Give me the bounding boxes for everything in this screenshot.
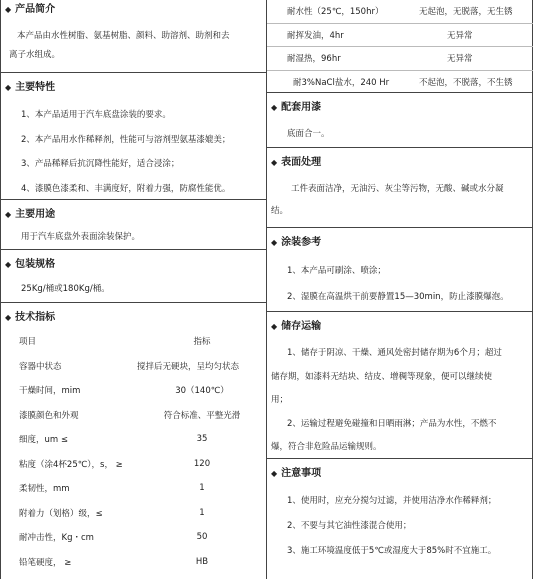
diamond-bullet-icon: ◆ [5,5,12,14]
list-item: 3、施工环境温度低于5℃或湿度大于85%时不宜施工。 [287,546,497,556]
table-row [1,452,266,477]
storage-line: 爆，符合非危险品运输规则。 [271,442,382,452]
spec-value: 120 [193,458,211,469]
spec-item: 附着力（划格）级，≤ [19,508,103,519]
list-item: 2、湿膜在高温烘干前要静置15—30min，防止漆膜爆泡。 [287,292,509,302]
surface-section [267,148,533,228]
table-row [1,378,266,403]
spec-item: 耐3%NaCl盐水，240 Hr [293,77,390,88]
table-row [1,403,266,428]
spec-item: 耐冲击性，Kg・cm [19,533,94,544]
usage-title: 主要用途 [15,209,56,220]
section-heading [267,148,533,170]
spec-value: 30（140℃） [175,386,229,397]
left-column [1,0,267,579]
table-row [267,24,533,48]
diamond-bullet-icon: ◆ [271,103,278,112]
notes-list [267,481,533,564]
surface-text [267,170,533,222]
diamond-bullet-icon: ◆ [271,322,278,331]
supporting-title: 配套用漆 [281,102,322,113]
application-title: 涂装参考 [281,237,322,248]
section-heading [1,73,266,95]
spec-item: 粘度（涂4杯25℃），s， ≥ [19,459,123,470]
spec-value: 1 [199,483,205,494]
section-heading [267,459,533,481]
table-row [1,476,266,501]
spec-item: 耐湿热，96hr [287,54,341,65]
list-item: 1、本产品可刷涂、喷涂； [287,266,386,276]
table-row [1,354,266,379]
application-list [267,250,533,310]
spec-value: 不起泡，不脱落，不生锈 [419,77,513,88]
spec-value: 50 [196,532,208,543]
table-row [267,0,533,24]
spec-item: 柔韧性，mm [19,484,70,495]
storage-line: 1、储存于阴凉、干燥、通风处密封储存期为6个月；超过 [287,348,502,358]
notes-title: 注意事项 [281,468,322,479]
specs-section [1,303,266,579]
intro-title: 产品简介 [15,4,56,15]
intro-section [1,0,266,73]
section-heading [267,228,533,250]
application-section [267,228,533,312]
table-row [267,71,533,94]
spec-value: 无起泡，无脱落，无生锈 [419,7,513,18]
specs-table [1,325,266,574]
intro-line: 离子水组成。 [9,50,61,60]
section-heading [1,200,266,222]
spec-value: 35 [196,434,208,445]
intro-text [1,17,266,65]
notes-section [267,459,533,579]
supporting-section [267,93,533,148]
spec-value: HB [195,556,209,567]
section-heading [267,93,533,115]
section-heading [1,0,266,17]
storage-line: 储存期，如漆料无结块、结皮、增稠等现象，便可以继续使 [271,371,493,382]
features-list [1,95,266,201]
section-heading [1,303,266,325]
diamond-bullet-icon: ◆ [271,238,278,247]
resistance-table [267,0,533,93]
diamond-bullet-icon: ◆ [5,210,12,219]
storage-line: 2、运输过程避免碰撞和日晒雨淋；产品为水性，不燃不 [287,418,497,429]
table-row [1,550,266,575]
table-row [1,525,266,550]
spec-value: 无异常 [447,54,473,65]
specs-title: 技术指标 [15,312,56,323]
diamond-bullet-icon: ◆ [5,313,12,322]
diamond-bullet-icon: ◆ [271,158,278,167]
spec-item: 漆膜颜色和外观 [19,410,79,421]
diamond-bullet-icon: ◆ [5,83,12,92]
storage-title: 储存运输 [281,321,322,332]
list-item: 4、漆膜色漆柔和、丰满度好，附着力强，防腐性能优。 [21,183,231,194]
packaging-text: 25Kg/桶或180Kg/桶。 [21,284,110,294]
spec-value: 无异常 [447,30,473,41]
column-header: 指标 [193,337,211,348]
list-item: 2、不要与其它油性漆混合使用； [287,521,412,531]
spec-item: 容器中状态 [19,361,62,372]
usage-section [1,200,266,250]
surface-line: 工件表面洁净，无油污、灰尘等污物，无酸、碱或水分凝 [291,184,504,194]
list-item: 1、本产品适用于汽车底盘涂装的要求。 [21,110,171,120]
surface-line: 结。 [271,206,289,216]
packaging-section [1,250,266,303]
storage-text [267,334,533,460]
supporting-text: 底面合一。 [287,129,330,139]
section-heading [267,312,533,334]
right-column [267,0,533,579]
spec-item: 干燥时间，mim [19,386,81,397]
storage-section [267,312,533,459]
table-row [1,501,266,526]
spec-item: 耐水性（25℃，150hr） [287,7,384,18]
usage-text: 用于汽车底盘外表面涂装保护。 [21,232,141,242]
column-header: 项目 [19,337,37,348]
spec-value: 1 [199,507,205,518]
spec-item: 铅笔硬度， ≥ [19,557,72,568]
table-header [1,329,266,354]
list-item: 3、产品稀释后抗沉降性能好，适合浸涂； [21,159,180,169]
spec-item: 细度，um ≤ [19,435,68,446]
list-item: 1、使用时，应充分搅匀过滤，并使用洁净水作稀释剂； [287,496,497,506]
table-row [1,427,266,452]
section-heading [1,250,266,272]
spec-value: 符合标准、平整光滑 [163,410,241,421]
features-title: 主要特性 [15,82,56,93]
packaging-title: 包装规格 [15,259,56,270]
diamond-bullet-icon: ◆ [271,469,278,478]
storage-line: 用； [271,395,289,405]
surface-title: 表面处理 [281,157,322,168]
spec-item: 耐挥发油，4hr [287,30,344,41]
intro-line: 本产品由水性树脂、氨基树脂、颜料、助溶剂、助剂和去 [17,31,230,41]
table-row [267,47,533,71]
spec-value: 搅拌后无硬块，呈均匀状态 [136,361,239,372]
diamond-bullet-icon: ◆ [5,260,12,269]
list-item: 2、本产品用水作稀释剂，性能可与溶剂型氨基漆媲美； [21,134,231,145]
features-section [1,73,266,200]
